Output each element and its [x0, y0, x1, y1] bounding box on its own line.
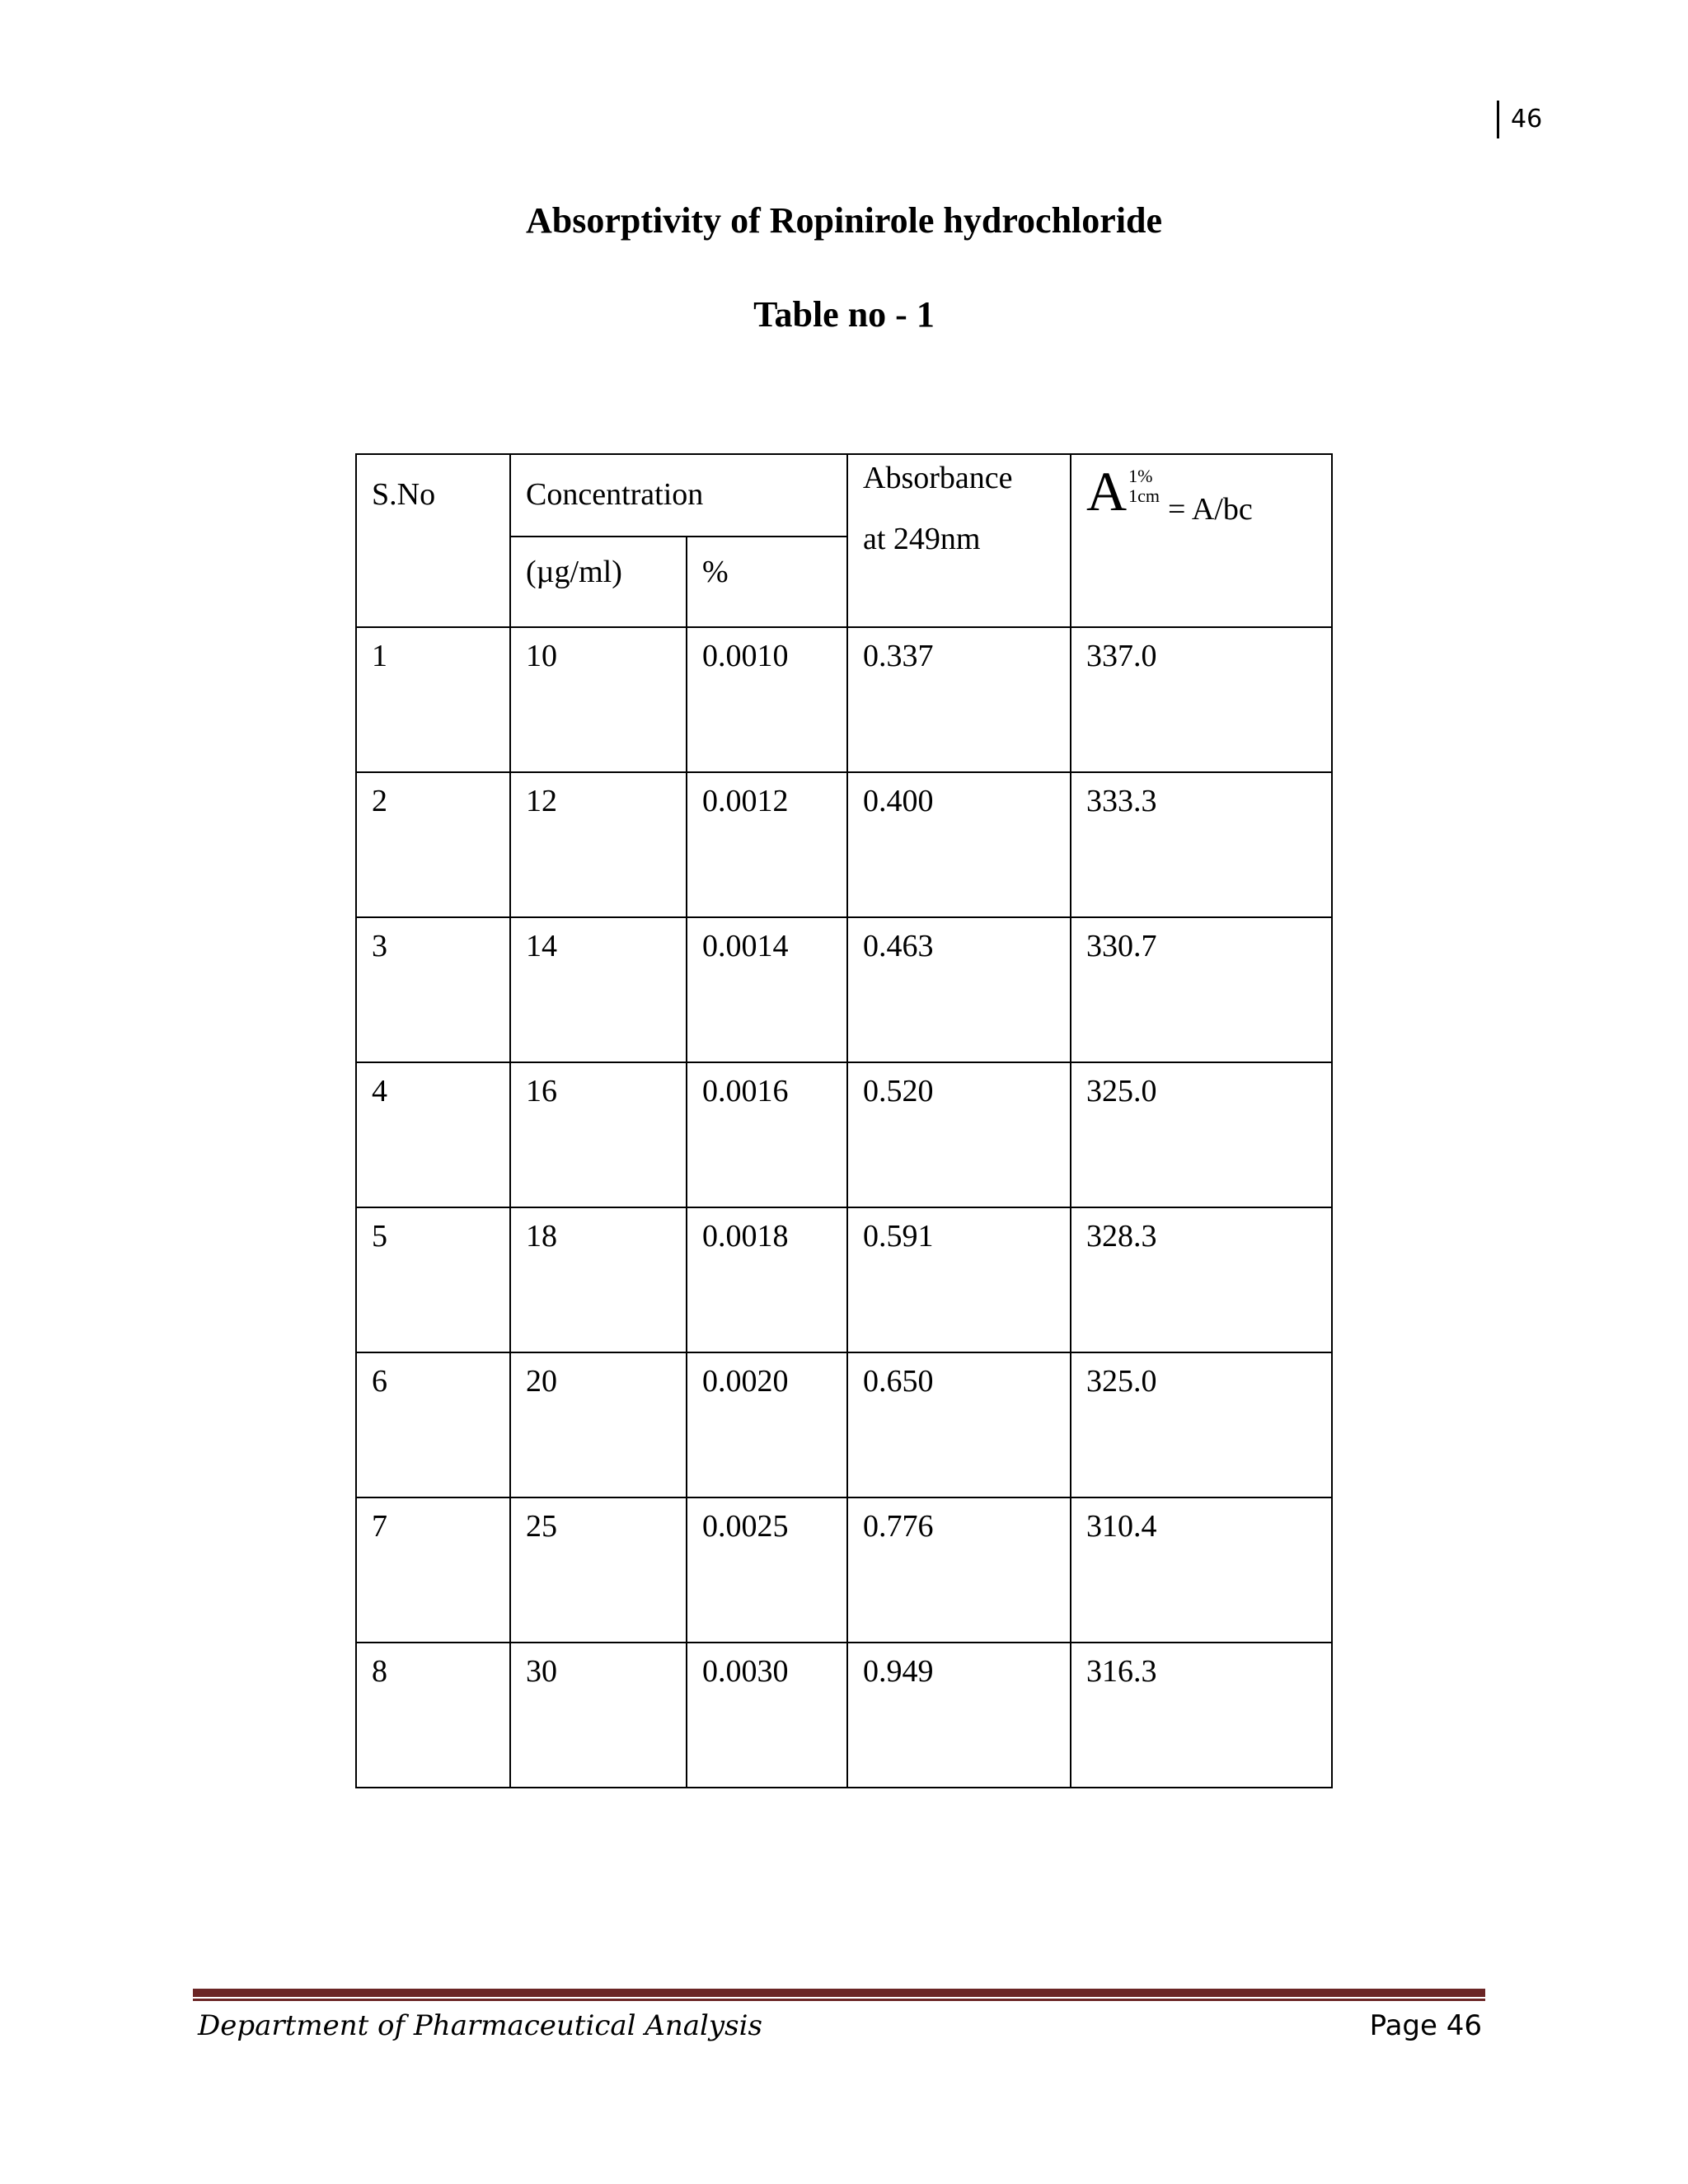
cell-percent: 0.0010	[687, 627, 847, 772]
cell-percent: 0.0030	[687, 1643, 847, 1788]
table-row	[356, 772, 1332, 917]
table-row	[356, 1643, 1332, 1788]
cell-concentration: 14	[510, 917, 687, 1062]
table-row	[356, 1207, 1332, 1352]
cell-absorbance: 0.520	[847, 1062, 1071, 1207]
cell-absorbance: 0.337	[847, 627, 1071, 772]
cell-percent: 0.0012	[687, 772, 847, 917]
header-page-number: 46	[1497, 101, 1542, 138]
header-percent: %	[687, 537, 847, 627]
formula-subscript: 1cm	[1128, 485, 1160, 506]
header-concentration: Concentration	[510, 454, 847, 537]
cell-absorptivity: 325.0	[1071, 1062, 1332, 1207]
cell-sno: 3	[356, 917, 510, 1062]
cell-concentration: 16	[510, 1062, 687, 1207]
cell-absorptivity: 333.3	[1071, 772, 1332, 917]
cell-sno: 7	[356, 1497, 510, 1643]
cell-absorptivity: 330.7	[1071, 917, 1332, 1062]
table-row	[356, 1062, 1332, 1207]
table-row	[356, 917, 1332, 1062]
header-formula	[1071, 454, 1332, 627]
table-caption: Table no - 1	[753, 294, 935, 335]
cell-absorbance: 0.463	[847, 917, 1071, 1062]
header-absorbance-line2: at 249nm	[863, 522, 981, 556]
footer-page-label: Page 46	[1369, 2009, 1482, 2042]
cell-absorbance: 0.400	[847, 772, 1071, 917]
cell-sno: 1	[356, 627, 510, 772]
footer-rule	[193, 1989, 1485, 2002]
cell-absorbance: 0.949	[847, 1643, 1071, 1788]
cell-absorbance: 0.776	[847, 1497, 1071, 1643]
cell-percent: 0.0025	[687, 1497, 847, 1643]
header-conc-unit: (µg/ml)	[510, 537, 687, 627]
cell-percent: 0.0018	[687, 1207, 847, 1352]
cell-concentration: 10	[510, 627, 687, 772]
cell-sno: 2	[356, 772, 510, 917]
cell-percent: 0.0020	[687, 1352, 847, 1497]
cell-absorptivity: 310.4	[1071, 1497, 1332, 1643]
table-row	[356, 1352, 1332, 1497]
header-absorbance-line1: Absorbance	[863, 461, 1013, 495]
table-row	[356, 1497, 1332, 1643]
cell-sno: 4	[356, 1062, 510, 1207]
cell-concentration: 30	[510, 1643, 687, 1788]
cell-concentration: 20	[510, 1352, 687, 1497]
absorptivity-table	[355, 453, 1333, 1788]
footer-department: Department of Pharmaceutical Analysis	[198, 2009, 762, 2042]
cell-concentration: 25	[510, 1497, 687, 1643]
cell-sno: 6	[356, 1352, 510, 1497]
cell-sno: 8	[356, 1643, 510, 1788]
cell-absorptivity: 328.3	[1071, 1207, 1332, 1352]
document-title: Absorptivity of Ropinirole hydrochloride	[525, 200, 1163, 241]
cell-percent: 0.0014	[687, 917, 847, 1062]
cell-percent: 0.0016	[687, 1062, 847, 1207]
cell-absorbance: 0.591	[847, 1207, 1071, 1352]
cell-absorbance: 0.650	[847, 1352, 1071, 1497]
cell-concentration: 12	[510, 772, 687, 917]
header-sno: S.No	[356, 454, 510, 627]
formula-superscript: 1%	[1128, 466, 1153, 486]
cell-sno: 5	[356, 1207, 510, 1352]
formula-rhs: = A/bc	[1168, 492, 1253, 527]
header-absorbance	[847, 454, 1071, 627]
cell-absorptivity: 337.0	[1071, 627, 1332, 772]
table-header-row	[356, 454, 1332, 537]
formula-symbol: A	[1086, 460, 1128, 523]
cell-absorptivity: 316.3	[1071, 1643, 1332, 1788]
table-row	[356, 627, 1332, 772]
cell-absorptivity: 325.0	[1071, 1352, 1332, 1497]
cell-concentration: 18	[510, 1207, 687, 1352]
